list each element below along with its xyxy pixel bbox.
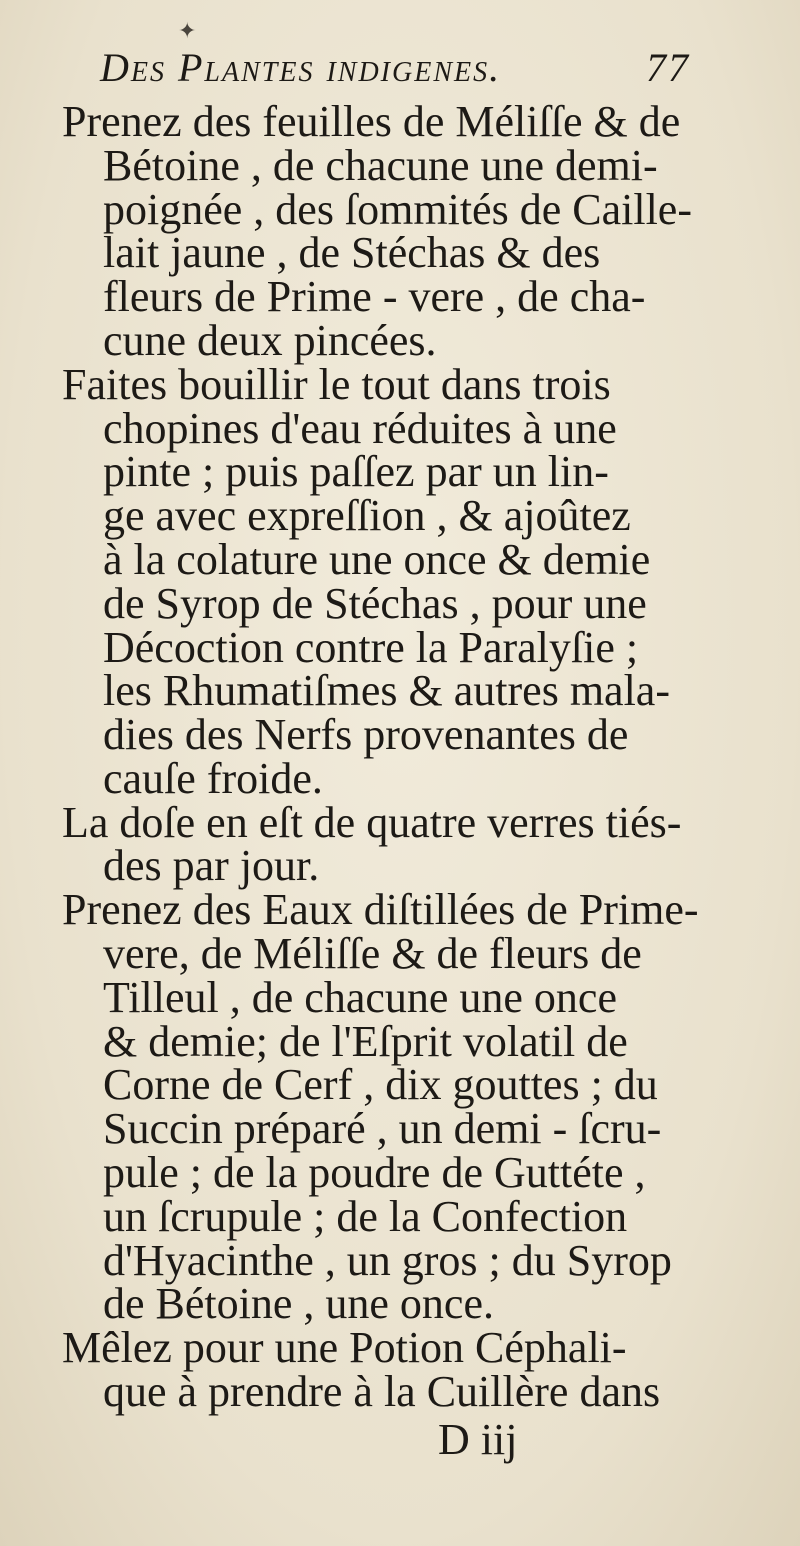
text-line: fleurs de Prime - vere , de cha- — [103, 272, 646, 321]
text-line: lait jaune , de Stéchas & des — [103, 228, 601, 277]
text-line: Mêlez pour une Potion Céphali- — [62, 1323, 627, 1372]
text-line: cauſe froide. — [103, 754, 323, 803]
text-line: & demie; de l'Eſprit volatil de — [103, 1017, 628, 1066]
text-line: de Bétoine , une once. — [103, 1279, 494, 1328]
text-line: poignée , des ſommités de Caille- — [103, 185, 692, 234]
page-number: 77 — [646, 45, 690, 90]
text-line: chopines d'eau réduites à une — [103, 404, 617, 453]
text-line: cune deux pincées. — [103, 316, 437, 365]
text-line: Corne de Cerf , dix gouttes ; du — [103, 1060, 658, 1109]
ornament-mark: ✦ — [178, 18, 197, 43]
text-line: pinte ; puis paſſez par un lin- — [103, 447, 609, 496]
text-line: pule ; de la poudre de Guttéte , — [103, 1148, 646, 1197]
signature-mark: D iij — [438, 1415, 518, 1464]
text-line: Bétoine , de chacune une demi- — [103, 141, 658, 190]
text-line: Faites bouillir le tout dans trois — [62, 360, 611, 409]
text-line: La doſe en eſt de quatre verres tiés- — [62, 798, 682, 847]
text-line: de Syrop de Stéchas , pour une — [103, 579, 647, 628]
text-line: des par jour. — [103, 841, 320, 890]
header-title: Des Plantes indigenes. — [100, 45, 502, 90]
text-line: vere, de Méliſſe & de fleurs de — [103, 929, 642, 978]
text-line: Prenez des feuilles de Méliſſe & de — [62, 97, 681, 146]
text-line: Décoction contre la Paralyſie ; — [103, 623, 639, 672]
text-line: Tilleul , de chacune une once — [103, 973, 617, 1022]
running-header — [100, 44, 700, 91]
text-line: dies des Nerfs provenantes de — [103, 710, 629, 759]
text-line: que à prendre à la Cuillère dans — [103, 1367, 661, 1416]
text-line: ge avec expreſſion , & ajoûtez — [103, 491, 631, 540]
text-line: d'Hyacinthe , un gros ; du Syrop — [103, 1236, 672, 1285]
text-line: Succin préparé , un demi - ſcru- — [103, 1104, 662, 1153]
text-line: les Rhumatiſmes & autres mala- — [103, 666, 670, 715]
text-line: à la colature une once & demie — [103, 535, 651, 584]
text-line: un ſcrupule ; de la Confection — [103, 1192, 628, 1241]
text-line: Prenez des Eaux diſtillées de Prime- — [62, 885, 699, 934]
